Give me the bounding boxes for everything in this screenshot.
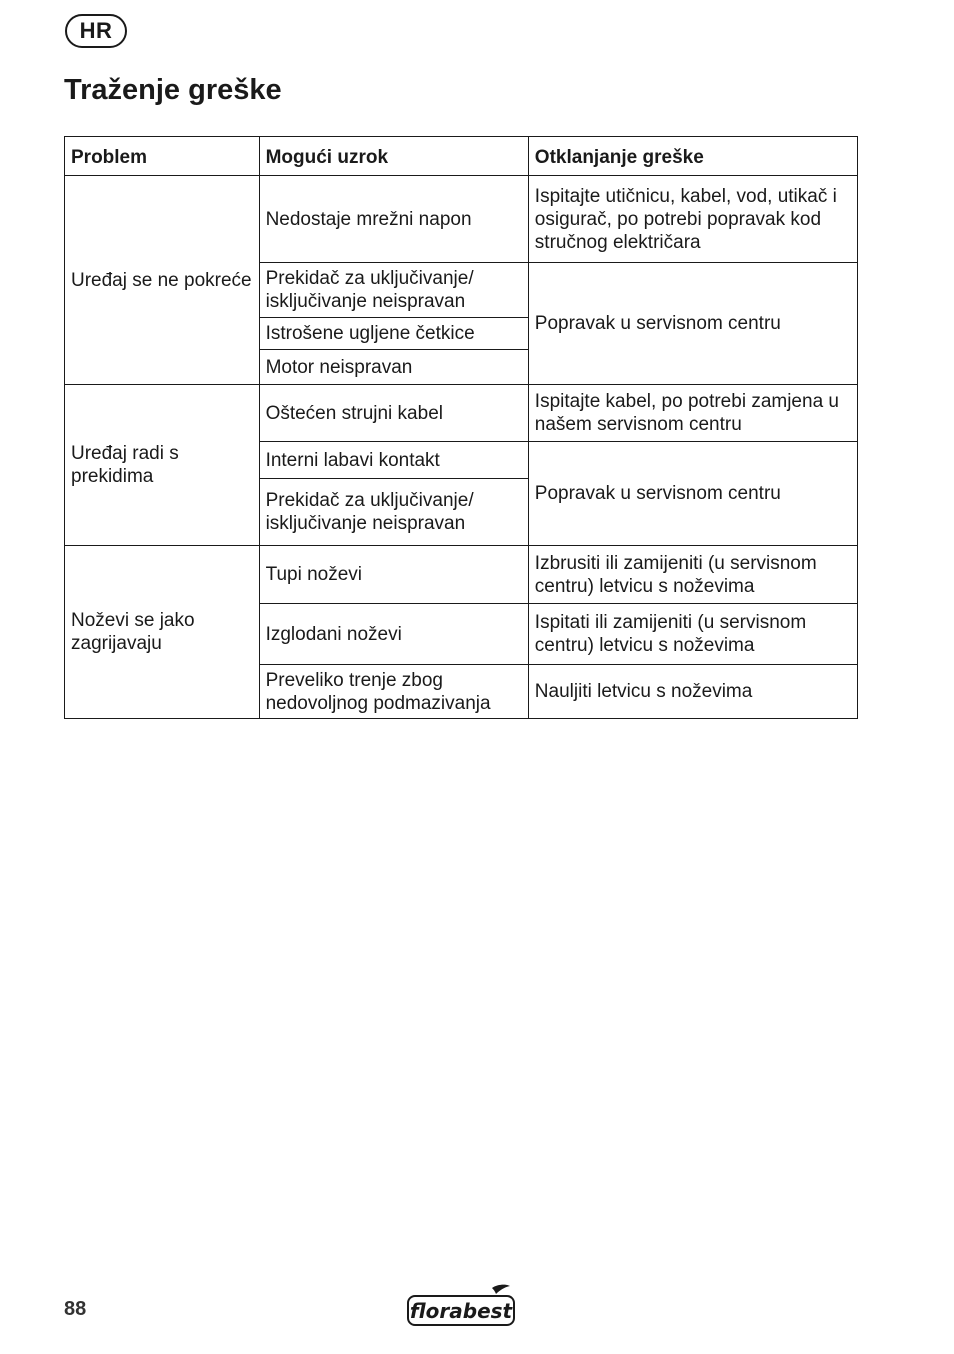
cause-cell: Tupi noževi bbox=[259, 546, 528, 604]
table-header-row bbox=[65, 137, 858, 176]
remedy-cell: Popravak u servisnom centru bbox=[528, 263, 857, 385]
cause-cell: Prekidač za uključivanje/ isključivanje neispravan bbox=[259, 263, 528, 318]
language-badge: HR bbox=[65, 14, 127, 48]
cause-cell: Nedostaje mrežni napon bbox=[259, 176, 528, 263]
page-number: 88 bbox=[64, 1298, 87, 1320]
logo-wordmark: florabest bbox=[409, 1299, 513, 1323]
remedy-cell: Izbrusiti ili zamijeniti (u servisnom centru) letvicu s noževima bbox=[528, 546, 857, 604]
remedy-cell: Ispitajte utičnicu, kabel, vod, utikač i osigurač, po potrebi popravak kod stručnog električara bbox=[528, 176, 857, 263]
table-row bbox=[65, 176, 858, 263]
cause-cell: Izglodani noževi bbox=[259, 604, 528, 665]
troubleshooting-table bbox=[64, 136, 858, 719]
cause-cell: Preveliko trenje zbog nedovoljnog podmazivanja bbox=[259, 665, 528, 719]
table-row bbox=[65, 385, 858, 442]
problem-cell: Uređaj radi s prekidima bbox=[65, 385, 260, 546]
florabest-logo bbox=[406, 1284, 518, 1328]
cause-cell: Motor neispravan bbox=[259, 350, 528, 385]
column-header-problem: Problem bbox=[65, 137, 260, 176]
remedy-cell: Popravak u servisnom centru bbox=[528, 442, 857, 546]
problem-cell: Uređaj se ne pokreće bbox=[65, 176, 260, 385]
problem-cell: Noževi se jako zagrijavaju bbox=[65, 546, 260, 719]
cause-cell: Istrošene ugljene četkice bbox=[259, 318, 528, 350]
remedy-cell: Nauljiti letvicu s noževima bbox=[528, 665, 857, 719]
cause-cell: Interni labavi kontakt bbox=[259, 442, 528, 479]
cause-cell: Oštećen strujni kabel bbox=[259, 385, 528, 442]
column-header-remedy: Otklanjanje greške bbox=[528, 137, 857, 176]
remedy-cell: Ispitati ili zamijeniti (u servisnom centru) letvicu s noževima bbox=[528, 604, 857, 665]
table-row bbox=[65, 546, 858, 604]
cause-cell: Prekidač za uključivanje/ isključivanje neispravan bbox=[259, 479, 528, 546]
page-title: Traženje greške bbox=[64, 74, 282, 106]
column-header-cause: Mogući uzrok bbox=[259, 137, 528, 176]
remedy-cell: Ispitajte kabel, po potrebi zamjena u našem servisnom centru bbox=[528, 385, 857, 442]
